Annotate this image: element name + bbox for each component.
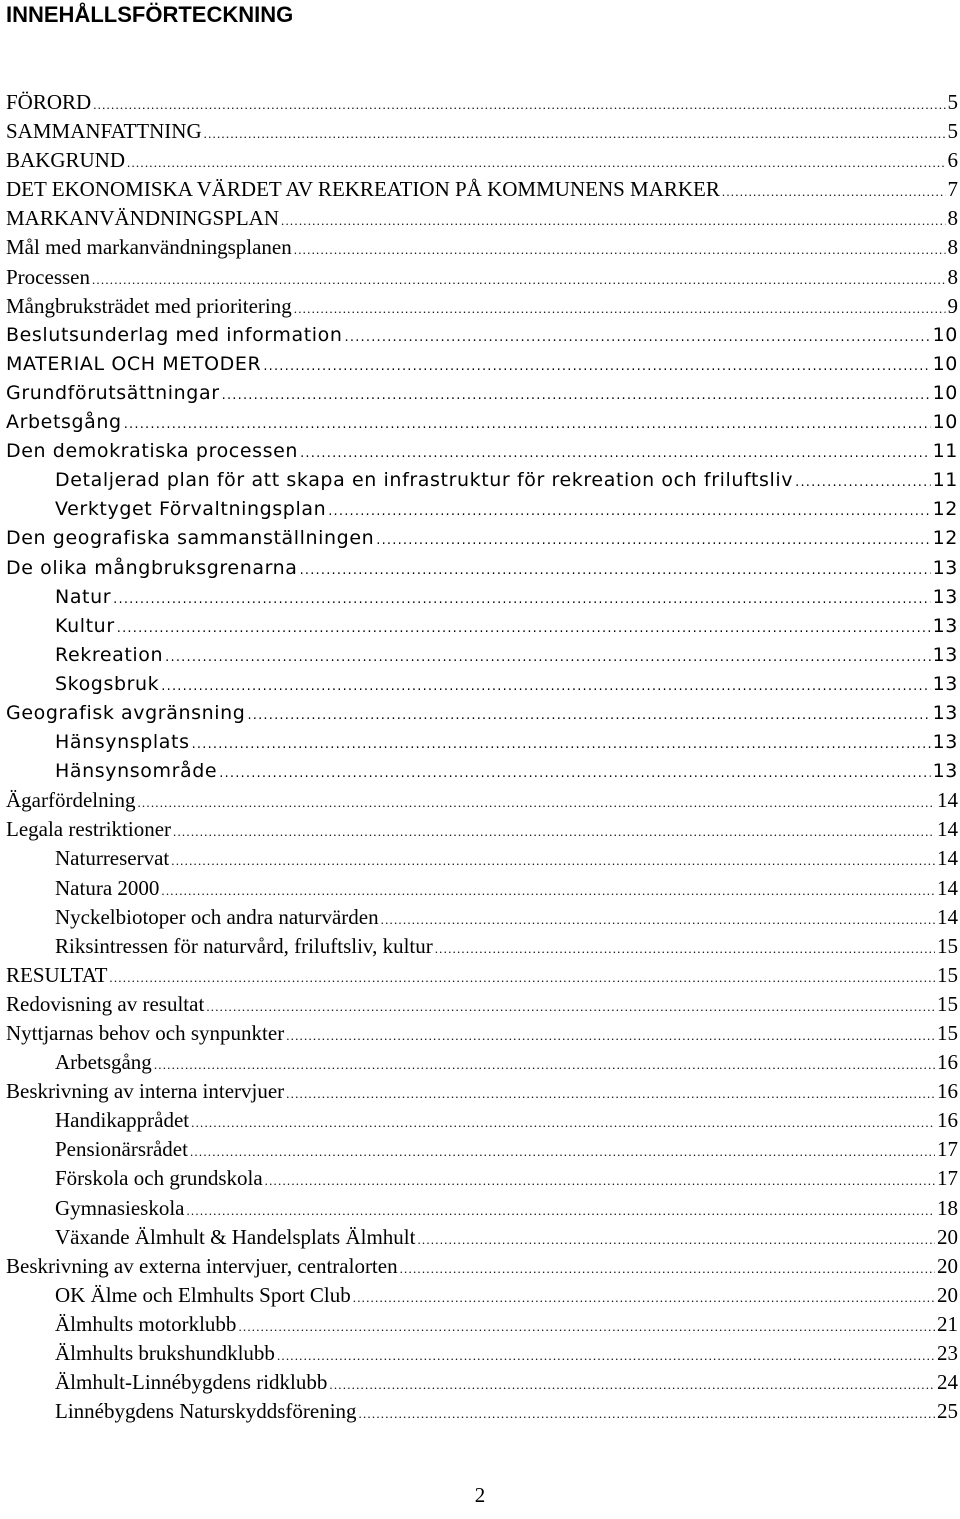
toc-entry-title: Geografisk avgränsning	[6, 701, 246, 724]
toc-entry-page: 10	[932, 411, 958, 434]
table-of-contents	[0, 88, 960, 1426]
toc-entry-page: 17	[937, 1166, 958, 1191]
toc-entry-page: 18	[937, 1195, 958, 1220]
toc-entry-title: Ägarfördelning	[6, 788, 136, 813]
toc-entry[interactable]	[0, 1194, 960, 1223]
toc-dot-leader	[300, 439, 931, 468]
toc-entry-page: 20	[937, 1224, 958, 1249]
toc-dot-leader	[238, 1312, 935, 1341]
toc-entry-page: 14	[937, 817, 958, 842]
toc-dot-leader	[117, 614, 931, 643]
toc-entry-title: Redovisning av resultat	[6, 991, 205, 1016]
toc-entry[interactable]	[0, 1223, 960, 1252]
toc-entry[interactable]	[0, 1106, 960, 1135]
toc-entry-title: Natura 2000	[55, 875, 160, 900]
toc-entry[interactable]	[0, 1310, 960, 1339]
toc-dot-leader	[192, 730, 931, 759]
toc-entry[interactable]	[0, 728, 960, 757]
toc-entry-title: Den demokratiska processen	[6, 440, 299, 463]
toc-entry[interactable]	[0, 1135, 960, 1164]
toc-dot-leader	[124, 410, 931, 439]
toc-entry[interactable]	[0, 408, 960, 437]
toc-entry-page: 12	[932, 527, 958, 550]
toc-dot-leader	[165, 643, 930, 672]
toc-dot-leader	[286, 1021, 935, 1050]
toc-entry-title: Älmhults brukshundklubb	[55, 1341, 275, 1366]
toc-entry-title: Linnébygdens Naturskyddsförening	[55, 1399, 357, 1424]
toc-entry[interactable]	[0, 524, 960, 553]
toc-dot-leader	[171, 846, 935, 875]
toc-entry-title: Nyckelbiotoper och andra naturvärden	[55, 904, 379, 929]
toc-dot-leader	[263, 352, 930, 381]
toc-entry[interactable]	[0, 757, 960, 786]
toc-entry[interactable]	[0, 1164, 960, 1193]
toc-entry-page: 13	[932, 672, 958, 695]
toc-dot-leader	[265, 1166, 935, 1195]
toc-dot-leader	[277, 1341, 935, 1370]
toc-entry-page: 8	[947, 264, 958, 289]
toc-entry[interactable]	[0, 321, 960, 350]
toc-entry-page: 7	[947, 177, 958, 202]
toc-dot-leader	[191, 1108, 935, 1137]
toc-entry-page: 23	[937, 1341, 958, 1366]
toc-entry[interactable]	[0, 175, 960, 204]
toc-entry-title: Nyttjarnas behov och synpunkter	[6, 1021, 285, 1045]
toc-entry-page: 14	[937, 846, 958, 871]
toc-entry-page: 13	[932, 585, 958, 608]
toc-entry-page: 13	[932, 556, 958, 579]
toc-entry[interactable]	[0, 699, 960, 728]
toc-dot-leader	[206, 992, 935, 1021]
toc-entry-title: Förskola och grundskola	[55, 1166, 263, 1191]
toc-entry[interactable]	[0, 495, 960, 524]
toc-dot-leader	[359, 1399, 935, 1428]
toc-entry-page: 6	[947, 148, 958, 173]
toc-entry-page: 15	[937, 933, 958, 958]
toc-dot-leader	[353, 1283, 935, 1312]
toc-entry-page: 10	[932, 381, 958, 404]
toc-entry-title: Arbetsgång	[55, 1050, 152, 1075]
toc-dot-leader	[400, 1254, 935, 1283]
toc-entry-page: 13	[932, 614, 958, 637]
toc-entry-title: Beslutsunderlag med information	[6, 323, 343, 346]
toc-entry-page: 14	[937, 875, 958, 900]
toc-entry[interactable]	[0, 1048, 960, 1077]
toc-entry-title: Älmhults motorklubb	[55, 1311, 237, 1336]
toc-entry-page: 17	[937, 1137, 958, 1162]
toc-entry-title: Älmhult-Linnébygdens ridklubb	[55, 1370, 328, 1395]
toc-entry-title: Processen	[6, 264, 90, 289]
toc-entry[interactable]	[0, 554, 960, 583]
toc-entry[interactable]	[0, 903, 960, 932]
toc-entry-page: 14	[937, 788, 958, 813]
toc-entry-page: 5	[947, 119, 958, 144]
toc-dot-leader	[222, 381, 931, 410]
toc-dot-leader	[161, 672, 930, 701]
toc-dot-leader	[286, 1079, 935, 1108]
toc-dot-leader	[92, 265, 946, 294]
toc-dot-leader	[417, 1225, 935, 1254]
toc-dot-leader	[328, 497, 930, 526]
toc-entry-title: Legala restriktioner	[6, 817, 172, 842]
toc-dot-leader	[204, 119, 946, 148]
toc-entry-page: 8	[947, 206, 958, 231]
toc-entry[interactable]	[0, 844, 960, 873]
toc-dot-leader	[137, 788, 935, 817]
toc-entry[interactable]	[0, 233, 960, 262]
toc-entry[interactable]	[0, 1077, 960, 1106]
toc-dot-leader	[154, 1050, 935, 1079]
toc-entry-page: 5	[947, 90, 958, 114]
toc-entry[interactable]	[0, 932, 960, 961]
toc-entry-title: Rekreation	[55, 643, 164, 666]
toc-entry-title: Skogsbruk	[55, 672, 160, 695]
toc-entry-title: Hänsynsplats	[55, 731, 190, 754]
toc-entry-title: SAMMANFATTNING	[6, 119, 202, 144]
toc-entry-page: 20	[937, 1282, 958, 1307]
toc-entry-title: MATERIAL OCH METODER	[6, 352, 262, 375]
toc-dot-leader	[381, 905, 935, 934]
toc-dot-leader	[186, 1196, 935, 1225]
toc-dot-leader	[127, 148, 945, 177]
toc-entry-title: Grundförutsättningar	[6, 381, 220, 404]
toc-entry-title: Växande Älmhult & Handelsplats Älmhult	[55, 1224, 416, 1249]
toc-entry-page: 13	[932, 701, 958, 724]
toc-entry-page: 13	[932, 643, 958, 666]
toc-entry-page: 13	[932, 760, 958, 783]
toc-entry-page: 11	[932, 440, 958, 463]
toc-entry-page: 8	[947, 235, 958, 260]
toc-entry[interactable]	[0, 1252, 960, 1281]
toc-entry[interactable]	[0, 350, 960, 379]
toc-dot-leader	[435, 934, 935, 963]
toc-entry[interactable]	[0, 641, 960, 670]
toc-dot-leader	[722, 177, 946, 206]
toc-entry-page: 15	[937, 991, 958, 1016]
toc-entry-title: Beskrivning av interna intervjuer	[6, 1079, 285, 1104]
toc-entry[interactable]	[0, 1397, 960, 1426]
toc-entry-title: Verktyget Förvaltningsplan	[55, 498, 327, 521]
toc-entry[interactable]	[0, 874, 960, 903]
toc-entry[interactable]	[0, 1368, 960, 1397]
toc-dot-leader	[329, 1370, 935, 1399]
toc-entry-page: 10	[932, 323, 958, 346]
toc-entry[interactable]	[0, 146, 960, 175]
toc-entry[interactable]	[0, 117, 960, 146]
toc-entry[interactable]	[0, 961, 960, 990]
toc-entry-title: De olika mångbruksgrenarna	[6, 556, 298, 579]
toc-entry-page: 15	[937, 1021, 958, 1045]
page-number: 2	[474, 1483, 486, 1507]
toc-entry-page: 16	[937, 1050, 958, 1075]
toc-entry[interactable]	[0, 204, 960, 233]
toc-entry-page: 15	[937, 962, 958, 987]
toc-entry-page: 16	[937, 1079, 958, 1104]
toc-dot-leader	[93, 90, 945, 119]
toc-entry-title: RESULTAT	[6, 962, 108, 987]
toc-entry-page: 9	[947, 293, 958, 318]
toc-entry-title: BAKGRUND	[6, 148, 126, 173]
toc-entry[interactable]	[0, 88, 960, 117]
toc-entry[interactable]	[0, 815, 960, 844]
toc-entry-page: 10	[932, 352, 958, 375]
toc-entry-page: 16	[937, 1108, 958, 1133]
toc-entry-page: 13	[932, 731, 958, 754]
toc-dot-leader	[190, 1137, 935, 1166]
toc-entry-title: OK Älme och Elmhults Sport Club	[55, 1282, 351, 1307]
toc-entry-title: Hänsynsområde	[55, 760, 218, 783]
toc-entry-title: Naturreservat	[55, 846, 170, 871]
toc-entry-title: Handikapprådet	[55, 1108, 190, 1133]
toc-dot-leader	[795, 468, 930, 497]
toc-entry[interactable]	[0, 466, 960, 495]
toc-dot-leader	[376, 526, 930, 555]
toc-entry[interactable]	[0, 263, 960, 292]
toc-dot-leader	[219, 759, 930, 788]
toc-dot-leader	[294, 294, 946, 323]
toc-entry-title: FÖRORD	[6, 90, 92, 114]
toc-entry-title: Den geografiska sammanställningen	[6, 527, 375, 550]
toc-entry-title: Riksintressen för naturvård, friluftsliv, kultur	[55, 933, 433, 958]
toc-entry-title: Mångbruksträdet med prioritering	[6, 293, 292, 318]
toc-dot-leader	[173, 817, 935, 846]
toc-dot-leader	[345, 323, 931, 352]
toc-entry[interactable]	[0, 1339, 960, 1368]
toc-entry[interactable]	[0, 583, 960, 612]
toc-entry-title: Natur	[55, 585, 112, 608]
toc-entry[interactable]	[0, 379, 960, 408]
toc-entry-title: Kultur	[55, 614, 115, 637]
toc-entry-page: 21	[937, 1311, 958, 1336]
toc-dot-leader	[294, 235, 946, 264]
toc-entry-page: 12	[932, 498, 958, 521]
toc-entry[interactable]	[0, 786, 960, 815]
toc-entry-title: Arbetsgång	[6, 411, 122, 434]
toc-entry-title: Detaljerad plan för att skapa en infrastruktur för rekreation och friluftsliv	[55, 469, 794, 492]
toc-dot-leader	[281, 206, 945, 235]
toc-entry[interactable]	[0, 612, 960, 641]
toc-entry-title: Beskrivning av externa intervjuer, centralorten	[6, 1253, 398, 1278]
toc-entry-title: DET EKONOMISKA VÄRDET AV REKREATION PÅ KOMMUNENS MARKER	[6, 177, 720, 202]
toc-dot-leader	[161, 876, 935, 905]
toc-entry-page: 24	[937, 1370, 958, 1395]
toc-entry-page: 25	[937, 1399, 958, 1424]
toc-entry[interactable]	[0, 990, 960, 1019]
toc-entry-page: 20	[937, 1253, 958, 1278]
toc-entry-title: MARKANVÄNDNINGSPLAN	[6, 206, 280, 231]
toc-heading: INNEHÅLLSFÖRTECKNING	[6, 2, 294, 27]
toc-entry-title: Gymnasieskola	[55, 1195, 185, 1220]
toc-entry-page: 11	[932, 469, 958, 492]
toc-entry-page: 14	[937, 904, 958, 929]
toc-dot-leader	[113, 585, 930, 614]
toc-entry[interactable]	[0, 292, 960, 321]
toc-dot-leader	[247, 701, 930, 730]
toc-entry[interactable]	[0, 1281, 960, 1310]
toc-dot-leader	[109, 963, 935, 992]
toc-entry-title: Pensionärsrådet	[55, 1137, 188, 1162]
toc-entry[interactable]	[0, 670, 960, 699]
toc-entry[interactable]	[0, 1019, 960, 1048]
toc-dot-leader	[300, 556, 931, 585]
toc-entry[interactable]	[0, 437, 960, 466]
toc-entry-title: Mål med markanvändningsplanen	[6, 235, 292, 260]
